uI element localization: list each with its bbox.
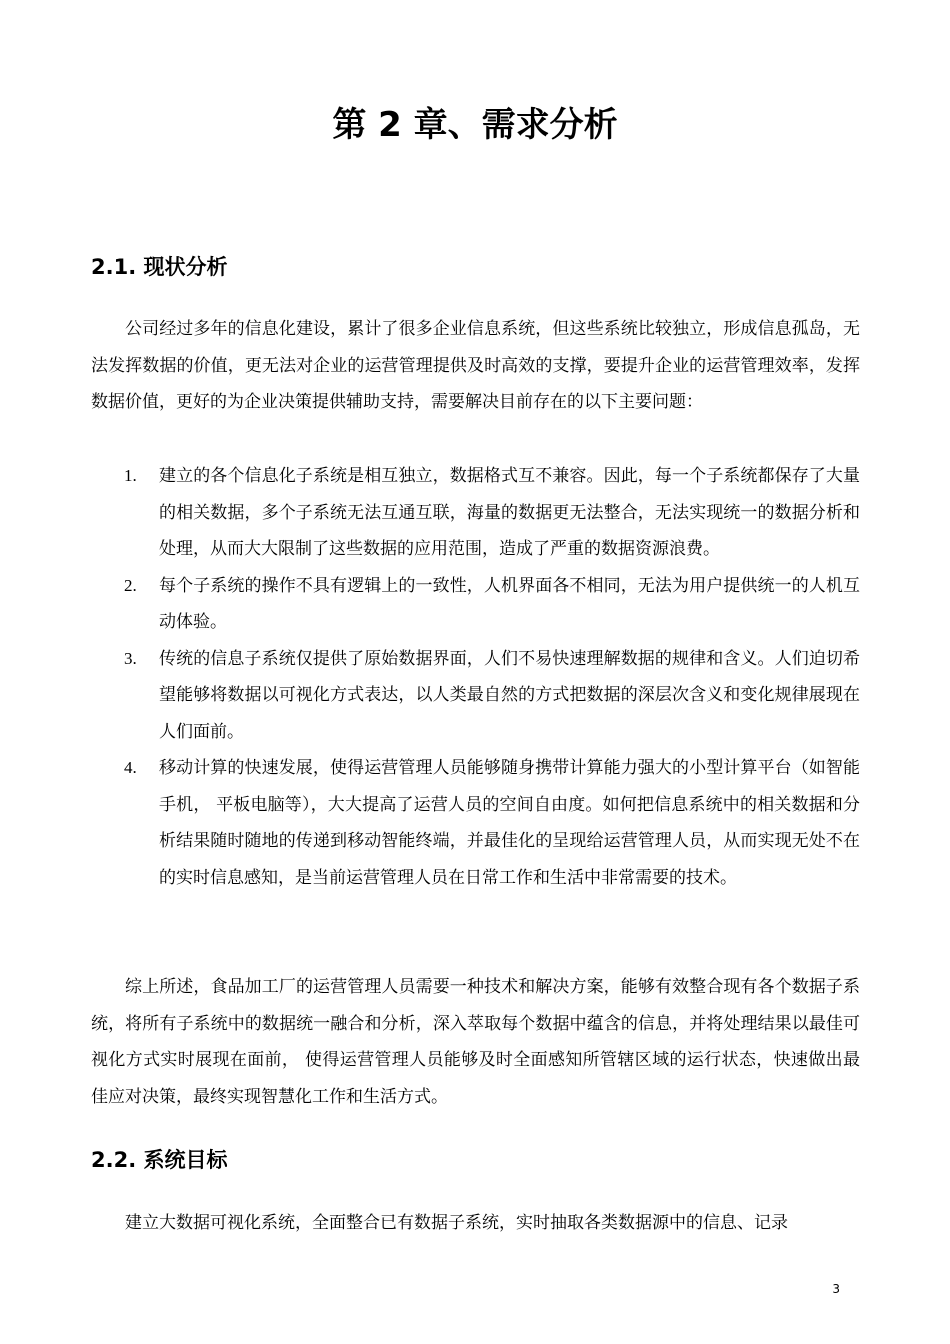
list-item <box>91 458 860 568</box>
list-item-number: 4. <box>124 758 137 777</box>
summary-paragraph: 综上所述，食品加工厂的运营管理人员需要一种技术和解决方案，能够有效整合现有各个数据子系统，将所有子系统中的数据统一融合和分析，深入萃取每个数据中蕴含的信息，并将处理结果以最佳可视化方式实时展现在面前， 使得运营管理人员能够及时全面感知所管辖区域的运行状态，快速做出最佳应对决策，最终实现智慧化工作和生活方式。 <box>91 977 860 1107</box>
goals-paragraph: 建立大数据可视化系统，全面整合已有数据子系统，实时抽取各类数据源中的信息、记录 <box>125 1213 788 1233</box>
list-item-number: 3. <box>124 648 137 668</box>
list-item <box>91 568 860 641</box>
problem-list <box>91 458 860 896</box>
list-item-text: 移动计算的快速发展，使得运营管理人员能够随身携带计算能力强大的小型计算平台（如智能手机， 平板电脑等），大大提高了运营人员的空间自由度。如何把信息系统中的相关数据和分析结果随时随地的传递到移动智能终端，并最佳化的呈现给运营管理人员，从而实现无处不在的实时信息感知，是当前运营管理人员在日常工作和生活中非常需要的技术。 <box>159 758 860 888</box>
list-item-number: 1. <box>124 466 137 485</box>
chapter-title: 第 2 章、需求分析 <box>332 105 618 145</box>
list-item-text: 传统的信息子系统仅提供了原始数据界面，人们不易快速理解数据的规律和含义。人们迫切希望能够将数据以可视化方式表达，以人类最自然的方式把数据的深层次含义和变化规律展现在人们面前。 <box>159 648 860 742</box>
intro-paragraph: 公司经过多年的信息化建设，累计了很多企业信息系统，但这些系统比较独立，形成信息孤岛，无法发挥数据的价值，更无法对企业的运营管理提供及时高效的支撑，要提升企业的运营管理效率，发挥数据价值，更好的为企业决策提供辅助支持，需要解决目前存在的以下主要问题： <box>91 319 860 412</box>
list-item-number: 2. <box>124 575 137 595</box>
list-item <box>91 641 860 751</box>
list-item-text: 每个子系统的操作不具有逻辑上的一致性，人机界面各不相同，无法为用户提供统一的人机互动体验。 <box>159 575 860 632</box>
page-number: 3 <box>832 1282 840 1296</box>
section-heading-current-analysis: 2.1. 现状分析 <box>91 255 228 279</box>
section-heading-system-goals: 2.2. 系统目标 <box>91 1148 228 1172</box>
list-item <box>91 750 860 896</box>
list-item-text: 建立的各个信息化子系统是相互独立，数据格式互不兼容。因此，每一个子系统都保存了大量的相关数据，多个子系统无法互通互联，海量的数据更无法整合，无法实现统一的数据分析和处理，从而大大限制了这些数据的应用范围，造成了严重的数据资源浪费。 <box>159 466 860 559</box>
